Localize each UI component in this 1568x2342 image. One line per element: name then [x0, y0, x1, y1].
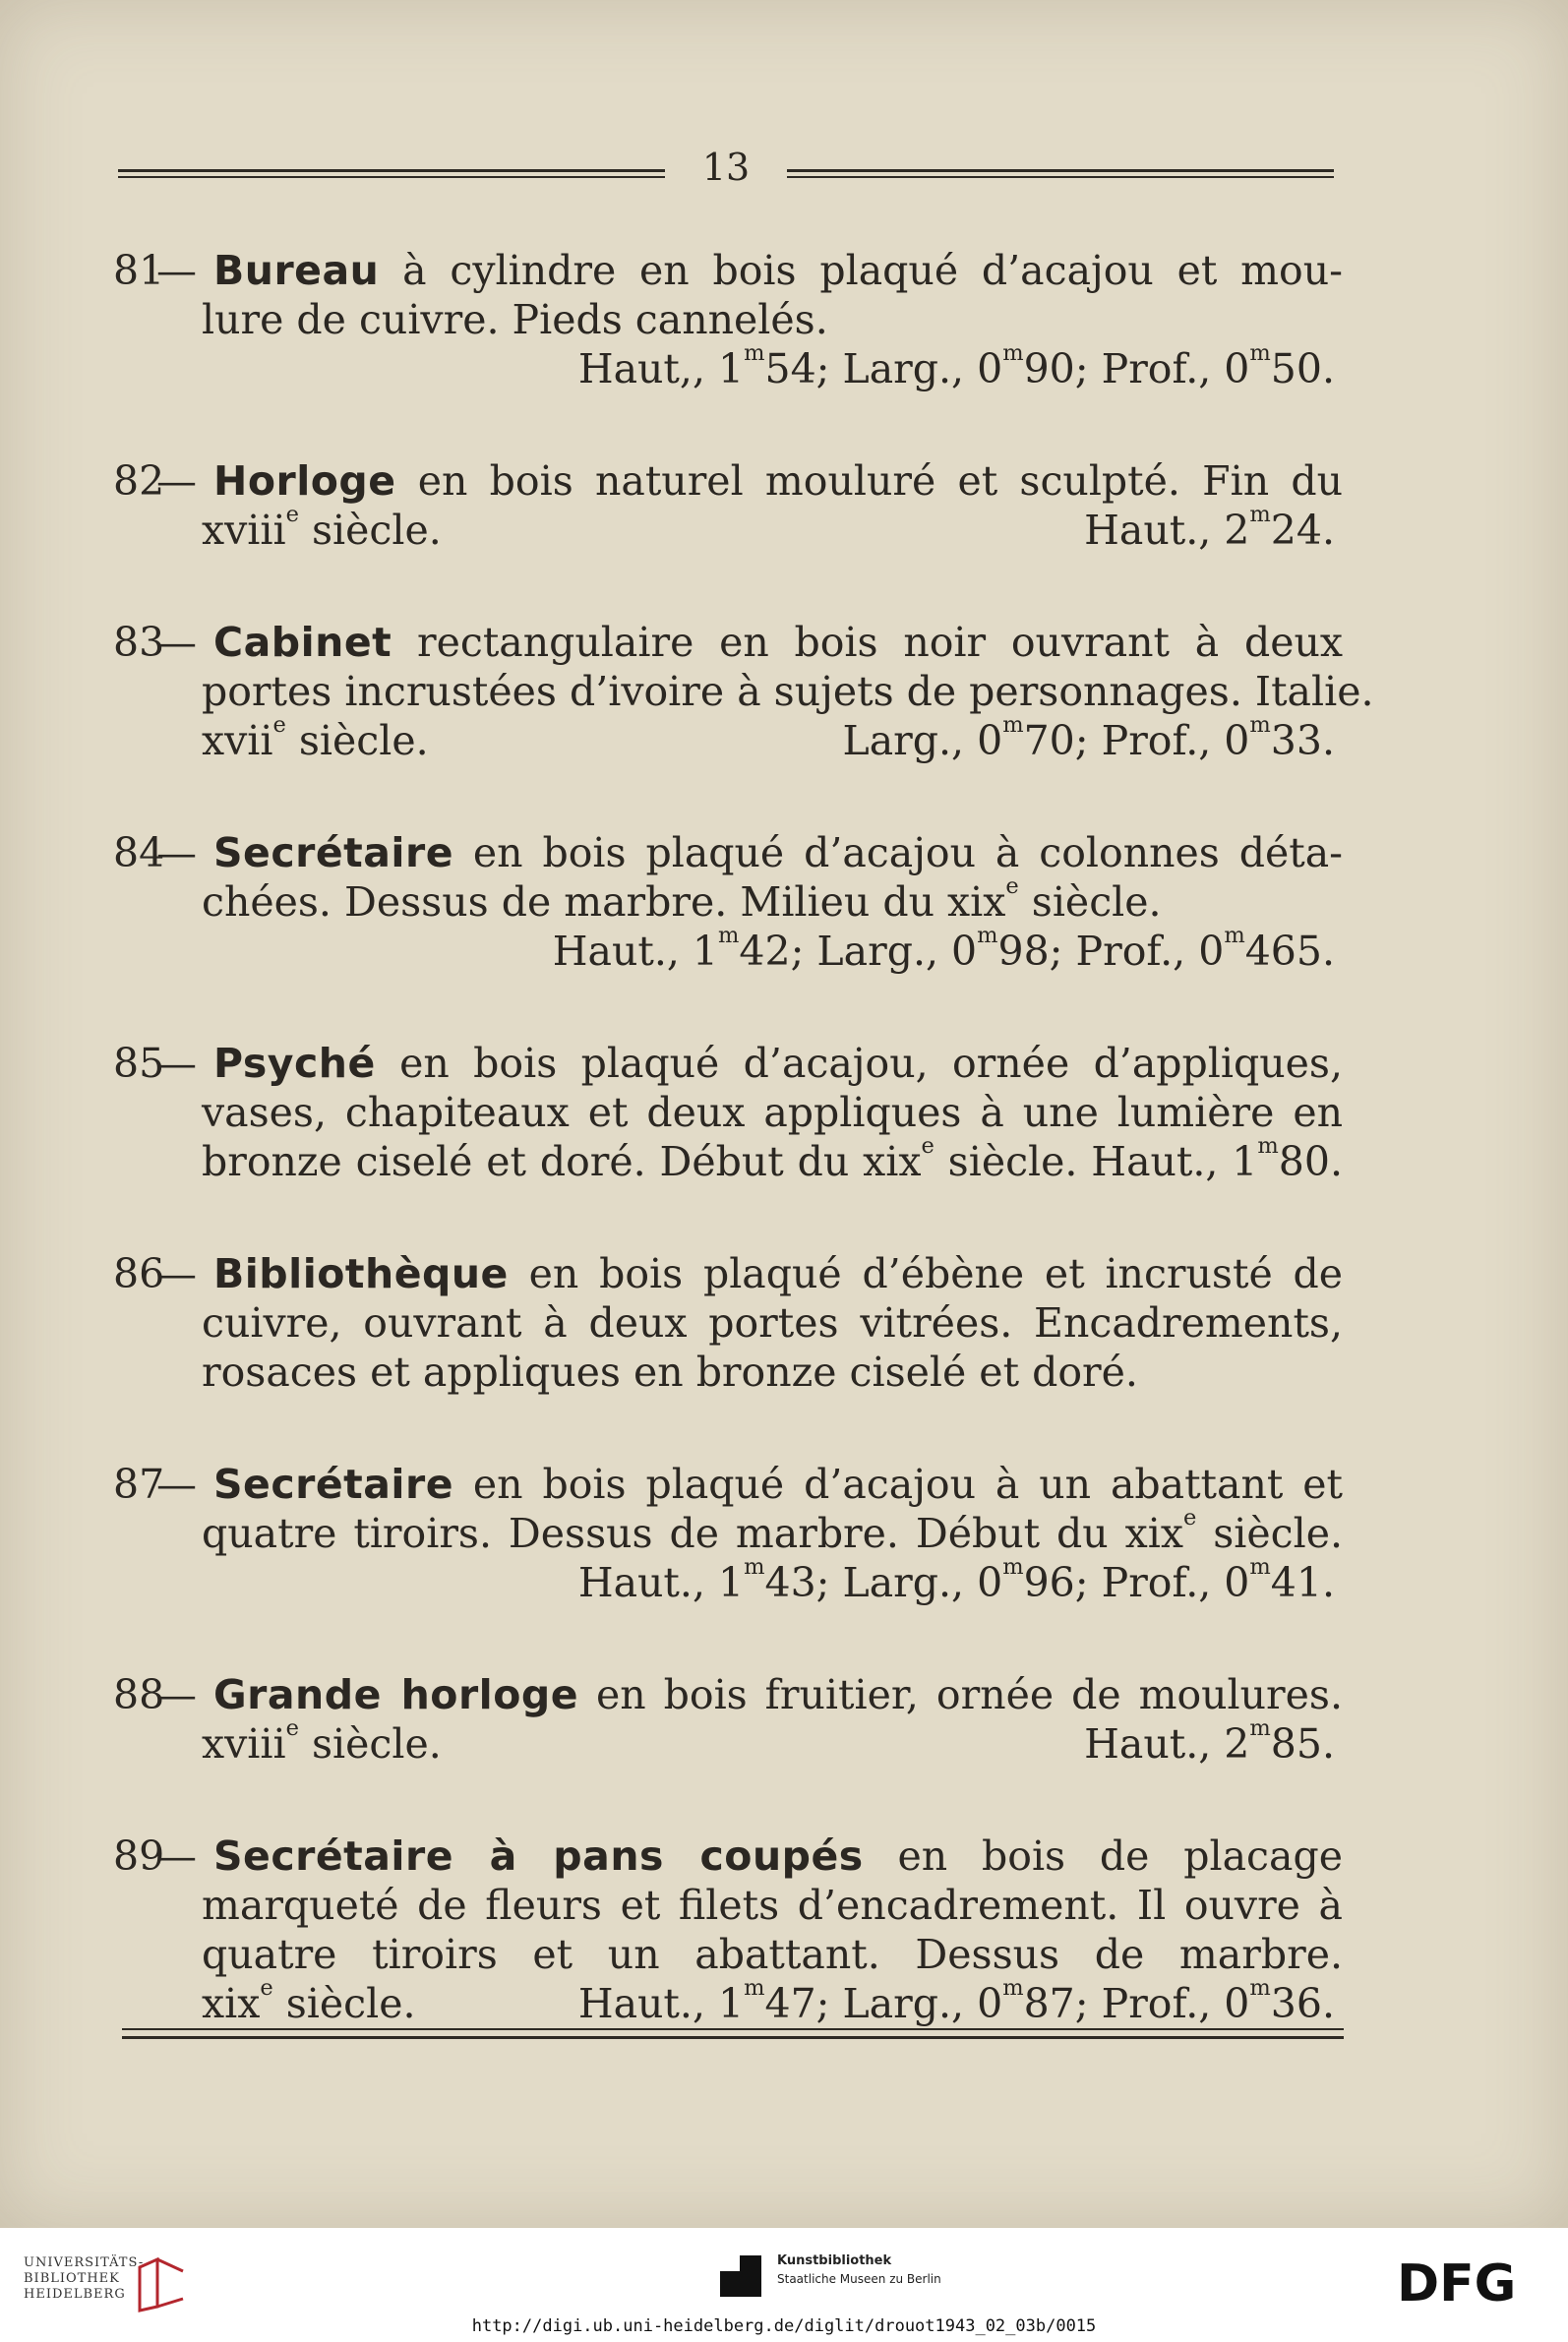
lot-title: Secrétaire [213, 1461, 454, 1508]
entry-86 [113, 1249, 1343, 1397]
ub-line: HEIDELBERG [24, 2287, 126, 2302]
entry-line: portes incrustées d’ivoire à sujets de personnages. Italie. [202, 668, 1374, 715]
entry-line: quatre tiroirs et un abattant. Dessus de marbre. [202, 1931, 1343, 1978]
lot-dash: — [156, 1250, 197, 1297]
lot-dimensions: Haut., 2$^m$85. [1084, 1715, 1335, 1768]
lot-dimensions: Haut., 1$^m$42; Larg., 0$^m$98; Prof., 0$^m$465. [552, 923, 1335, 975]
lot-text: en bois naturel mouluré et sculpté. Fin du [395, 457, 1343, 505]
lot-number: 83 [113, 619, 165, 666]
lot-number: 88 [113, 1671, 165, 1718]
lot-text: à cylindre en bois plaqué d’acajou et mou- [379, 247, 1343, 294]
lot-dash: — [156, 1671, 197, 1718]
catalogue-entries [113, 246, 1374, 2091]
lot-text: en bois de placage [863, 1832, 1343, 1880]
dfg-logo-text: DFG [1397, 2257, 1517, 2307]
lot-dimensions: Haut., 1$^m$47; Larg., 0$^m$87; Prof., 0$^m$36. [577, 1975, 1335, 2027]
entry-first-line [113, 246, 1343, 295]
lot-title: Horloge [213, 457, 396, 505]
entry-period-line [113, 502, 1343, 555]
lot-dimensions: Haut,, 1$^m$54; Larg., 0$^m$90; Prof., 0$^m$50. [577, 340, 1335, 392]
ub-heidelberg-logo-icon [136, 2257, 187, 2312]
entry-line: bronze ciselé et doré. Début du xix$^e$ siècle. Haut., 1$^m$80. [202, 1133, 1343, 1185]
entry-first-line [113, 1460, 1343, 1509]
lot-dash: — [156, 247, 197, 294]
entry-line: vases, chapiteaux et deux appliques à une lumière en [202, 1089, 1343, 1136]
header-rule-right [787, 169, 1334, 179]
entry-first-line [113, 1249, 1343, 1298]
lot-period: xvii$^e$ siècle. [202, 712, 429, 764]
entry-first-line [113, 1039, 1343, 1088]
lot-dash: — [156, 619, 197, 666]
entry-line: quatre tiroirs. Dessus de marbre. Début du xix$^e$ siècle. [202, 1505, 1343, 1557]
entry-82 [113, 456, 1343, 555]
footer-rule [122, 2028, 1344, 2038]
dfg-logo-icon [1395, 2257, 1542, 2307]
kunstbibliothek-subtitle: Staatliche Museen zu Berlin [777, 2272, 941, 2286]
lot-period: xviii$^e$ siècle. [202, 1715, 442, 1768]
entry-89 [113, 1832, 1343, 2028]
lot-number: 85 [113, 1040, 165, 1087]
entry-first-line [113, 1670, 1343, 1719]
entry-first-line [113, 618, 1343, 667]
entry-period-line [113, 1975, 1343, 2028]
entry-line: rosaces et appliques en bronze ciselé et doré. [202, 1349, 1138, 1396]
kunstbibliothek-logo-icon [716, 2252, 765, 2301]
entry-first-line [113, 456, 1343, 506]
lot-period: xviii$^e$ siècle. [202, 502, 442, 554]
lot-dimensions: Haut., 2$^m$24. [1084, 502, 1335, 554]
lot-text: en bois plaqué d’ébène et incrusté de [508, 1250, 1343, 1297]
lot-title: Secrétaire [213, 829, 454, 876]
entry-line: chées. Dessus de marbre. Milieu du xix$^e$ siècle. [202, 873, 1162, 926]
entry-84 [113, 828, 1343, 976]
entry-period-line [113, 1715, 1343, 1769]
page-number: 13 [701, 146, 751, 189]
lot-text: en bois plaqué d’acajou à colonnes déta- [453, 829, 1343, 876]
lot-title: Psyché [213, 1040, 376, 1087]
ub-line: UNIVERSITÄTS- [24, 2255, 145, 2270]
digitization-footer [0, 2228, 1568, 2342]
lot-title: Cabinet [213, 619, 392, 666]
entry-88 [113, 1670, 1343, 1769]
entry-83 [113, 618, 1374, 765]
lot-number: 82 [113, 457, 165, 505]
lot-title: Bibliothèque [213, 1250, 509, 1297]
lot-dash: — [156, 829, 197, 876]
lot-number: 89 [113, 1832, 165, 1880]
lot-title: Secrétaire à pans coupés [213, 1832, 864, 1880]
lot-text: rectangulaire en bois noir ouvrant à deux [392, 619, 1343, 666]
lot-title: Bureau [213, 247, 380, 294]
entry-first-line [113, 828, 1343, 877]
lot-period: xix$^e$ siècle. [202, 1975, 416, 2027]
entry-line: marqueté de fleurs et filets d’encadrement. Il ouvre à [202, 1882, 1343, 1929]
lot-dash: — [156, 457, 197, 505]
header-rule-left [118, 169, 665, 179]
lot-number: 81 [113, 247, 165, 294]
kunstbibliothek-name: Kunstbibliothek [777, 2253, 892, 2268]
entry-85 [113, 1039, 1343, 1186]
entry-87 [113, 1460, 1343, 1607]
entry-period-line [113, 712, 1343, 765]
entry-line: lure de cuivre. Pieds cannelés. [202, 296, 828, 343]
lot-text: en bois fruitier, ornée de moulures. [578, 1671, 1343, 1718]
lot-text: en bois plaqué d’acajou à un abattant et [453, 1461, 1343, 1508]
lot-dimensions: Haut., 1$^m$43; Larg., 0$^m$96; Prof., 0$^m$41. [577, 1554, 1335, 1606]
lot-title: Grande horloge [213, 1671, 579, 1718]
entry-81 [113, 246, 1343, 393]
lot-number: 87 [113, 1461, 165, 1508]
lot-number: 86 [113, 1250, 165, 1297]
lot-dash: — [156, 1832, 197, 1880]
lot-text: en bois plaqué d’acajou, ornée d’appliques, [375, 1040, 1343, 1087]
lot-dash: — [156, 1040, 197, 1087]
ub-line: BIBLIOTHEK [24, 2271, 120, 2286]
entry-line: cuivre, ouvrant à deux portes vitrées. Encadrements, [202, 1299, 1343, 1347]
lot-dimensions: Larg., 0$^m$70; Prof., 0$^m$33. [842, 712, 1335, 764]
entry-first-line [113, 1832, 1343, 1881]
lot-number: 84 [113, 829, 165, 876]
source-url-link[interactable]: http://digi.ub.uni-heidelberg.de/diglit/drouot1943_02_03b/0015 [471, 2316, 1097, 2336]
lot-dash: — [156, 1461, 197, 1508]
